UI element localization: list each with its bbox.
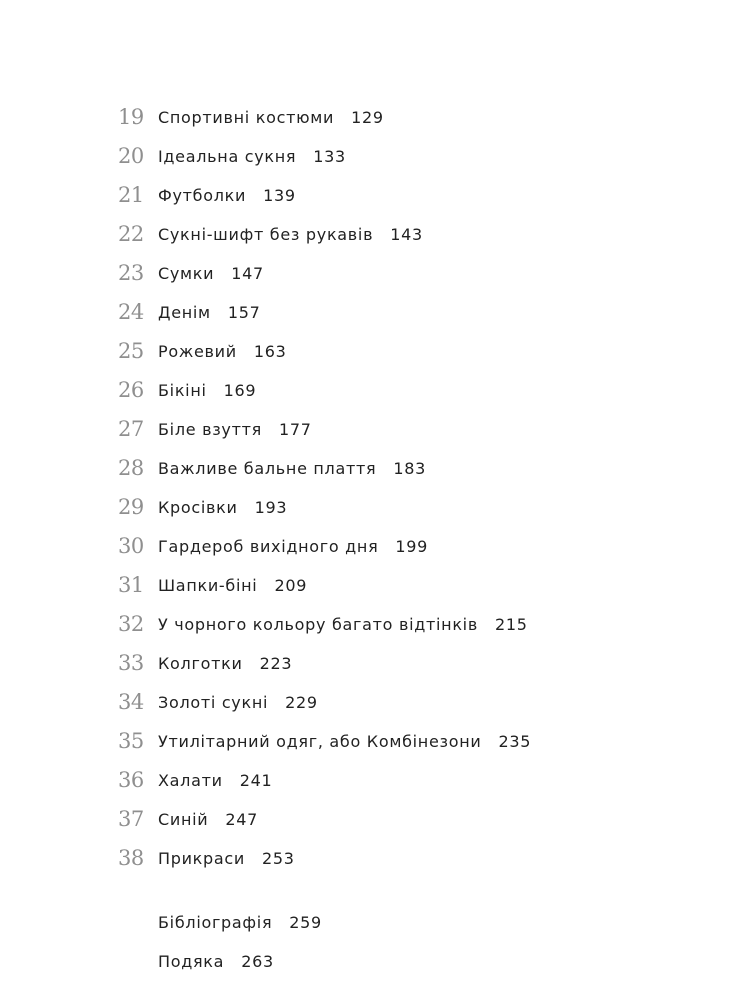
chapter-title: Сумки [158,263,215,283]
page-number: 143 [390,224,423,244]
chapter-entry [158,731,532,751]
chapter-entry [158,107,384,127]
back-matter-entry [158,912,322,932]
page-number: 177 [278,419,312,439]
toc-entry-20 [0,137,750,176]
toc-entry-38 [0,839,750,878]
chapter-number: 33 [118,651,144,675]
chapter-number: 31 [118,573,144,597]
chapter-number: 20 [118,144,144,168]
chapter-entry [158,224,423,244]
chapter-entry [158,575,308,595]
toc-entry-21 [0,176,750,215]
chapter-title: Футболки [158,185,247,205]
page-number: 253 [262,848,295,868]
chapter-number: 34 [118,690,144,714]
page-number: 259 [289,912,322,932]
toc-entry-29 [0,488,750,527]
back-matter-title: Бібліографія [158,912,273,932]
chapter-number: 36 [118,768,144,792]
page-number: 183 [393,458,426,478]
chapter-title: Важливе бальне плаття [158,458,377,478]
chapter-number: 25 [118,339,144,363]
chapter-number: 27 [118,417,144,441]
page-number: 133 [313,146,346,166]
chapter-number: 37 [118,807,144,831]
chapter-title: Синій [158,809,209,829]
chapter-entry [158,419,312,439]
chapter-entry [158,848,295,868]
chapter-entry [158,809,259,829]
chapter-number: 30 [118,534,144,558]
page-number: 235 [498,731,532,751]
toc-entry-26 [0,371,750,410]
toc-entry-31 [0,566,750,605]
toc-entry-32 [0,605,750,644]
chapter-number: 28 [118,456,144,480]
page-number: 139 [263,185,296,205]
page-number: 129 [351,107,384,127]
page-number: 263 [241,951,274,971]
toc-entry-33 [0,644,750,683]
chapter-title: Халати [158,770,223,790]
page-number: 215 [494,614,528,634]
chapter-title: Бікіні [158,380,207,400]
chapter-title: Колготки [158,653,243,673]
chapter-entry [158,536,429,556]
chapter-number: 23 [118,261,144,285]
chapter-entry [158,263,264,283]
chapter-title: Сукні-шифт без рукавів [158,224,374,244]
chapter-title: У чорного кольору багато відтінків [158,614,478,634]
page-number: 193 [254,497,288,517]
toc-entry-37 [0,800,750,839]
chapter-entry [158,146,346,166]
toc-entry-bibliography [0,903,750,942]
page-number: 223 [259,653,293,673]
toc-entry-19 [0,98,750,137]
chapter-number: 26 [118,378,144,402]
page-number: 209 [274,575,308,595]
chapter-number: 21 [118,183,144,207]
chapter-entry [158,185,296,205]
chapter-number: 35 [118,729,144,753]
chapter-title: Кросівки [158,497,238,517]
toc-entry-27 [0,410,750,449]
page-number: 199 [395,536,429,556]
toc-entry-24 [0,293,750,332]
chapter-title: Шапки-біні [158,575,258,595]
back-matter-entry [158,951,274,971]
page-number: 163 [253,341,287,361]
page-number: 169 [223,380,257,400]
back-matter-title: Подяка [158,951,225,971]
chapter-entry [158,653,293,673]
chapter-title: Ідеальна сукня [158,146,297,166]
chapter-entry [158,380,257,400]
toc-entry-25 [0,332,750,371]
chapter-title: Спортивні костюми [158,107,335,127]
toc-entry-35 [0,722,750,761]
chapter-title: Денім [158,302,211,322]
chapter-title: Утилітарний одяг, або Комбінезони [158,731,482,751]
chapter-entry [158,770,273,790]
toc-entry-36 [0,761,750,800]
page-number: 247 [225,809,259,829]
chapter-number: 19 [118,105,144,129]
chapter-number: 24 [118,300,144,324]
page-number: 229 [285,692,318,712]
toc-entry-34 [0,683,750,722]
chapter-title: Гардероб вихідного дня [158,536,379,556]
chapter-entry [158,341,287,361]
chapter-entry [158,302,261,322]
toc-entry-30 [0,527,750,566]
page-number: 157 [227,302,261,322]
chapter-title: Прикраси [158,848,246,868]
chapter-title: Біле взуття [158,419,262,439]
page-number: 147 [231,263,264,283]
chapter-title: Рожевий [158,341,237,361]
toc-entry-28 [0,449,750,488]
toc-entry-23 [0,254,750,293]
toc-entry-22 [0,215,750,254]
chapter-number: 22 [118,222,144,246]
chapter-entry [158,692,318,712]
chapter-title: Золоті сукні [158,692,269,712]
page-number: 241 [239,770,273,790]
chapter-entry [158,614,528,634]
toc-entry-acknowledgements [0,942,750,981]
chapter-number: 32 [118,612,144,636]
chapter-entry [158,497,288,517]
chapter-number: 38 [118,846,144,870]
chapter-number: 29 [118,495,144,519]
chapter-entry [158,458,426,478]
